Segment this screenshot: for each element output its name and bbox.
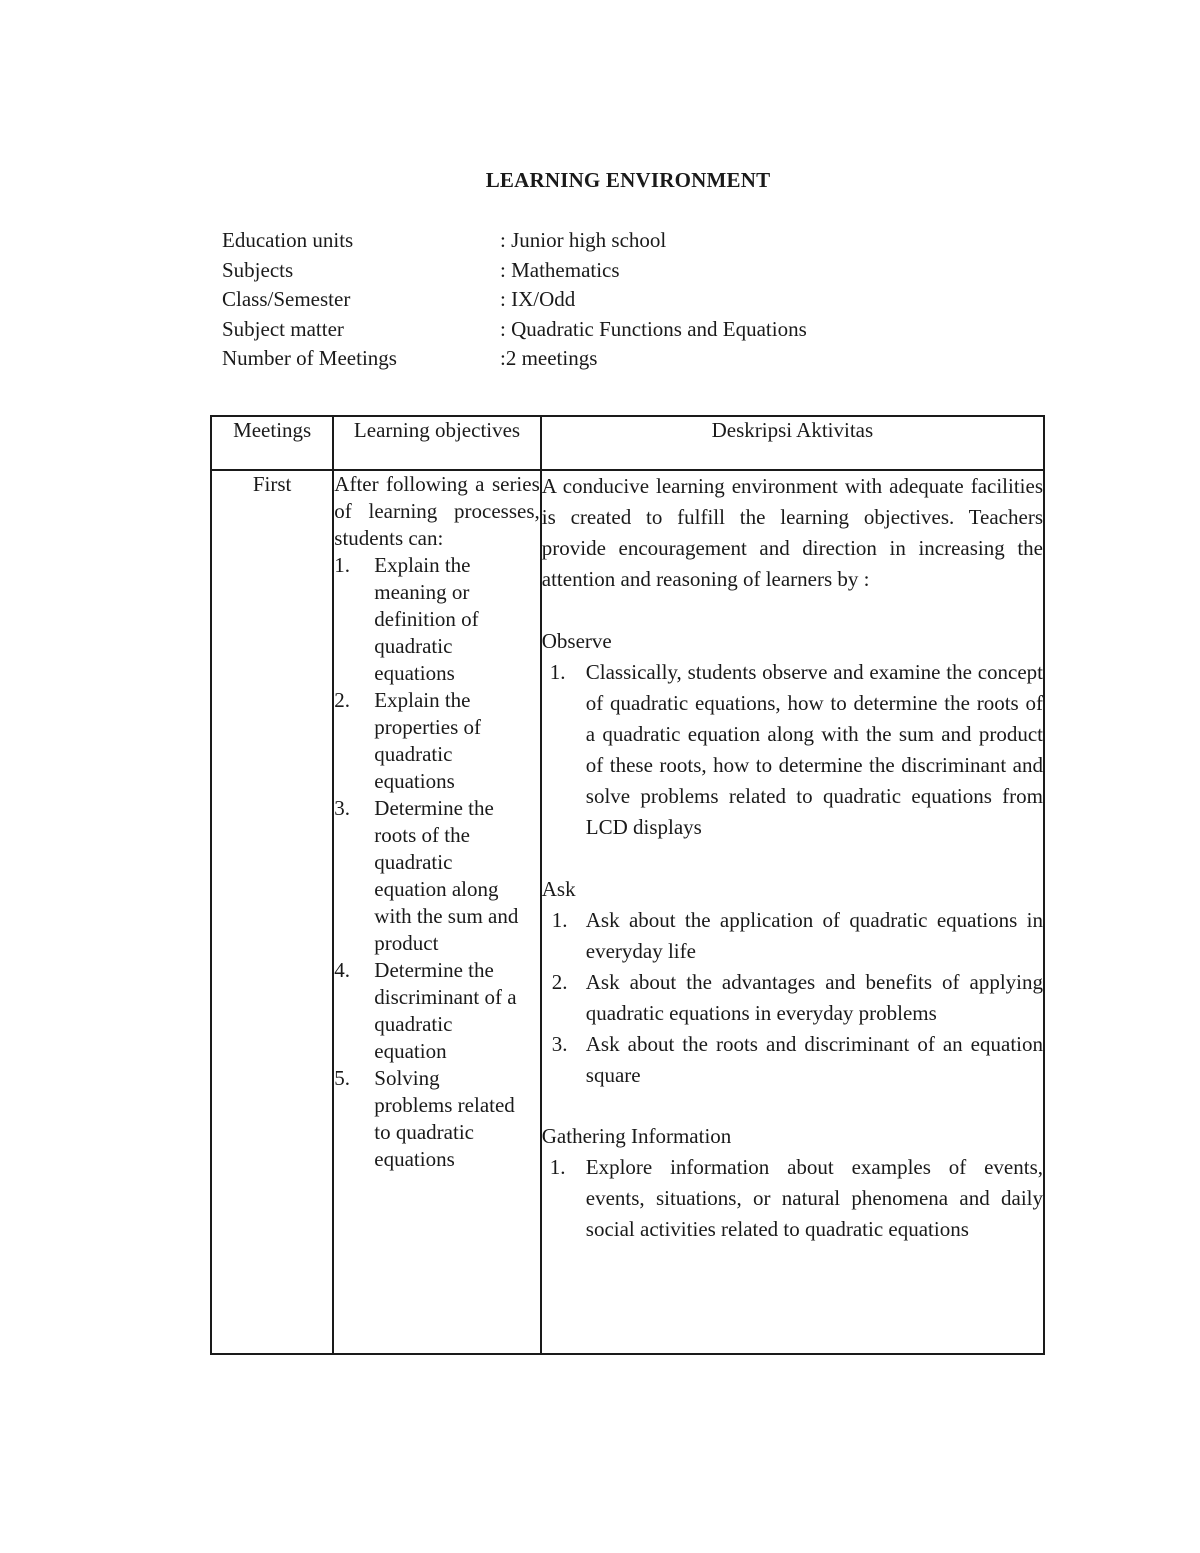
info-value: : Quadratic Functions and Equations [500, 316, 807, 341]
header-meetings: Meetings [211, 416, 333, 470]
observe-list [542, 657, 1043, 843]
info-label: Subjects [222, 257, 294, 282]
info-label: Subject matter [222, 316, 344, 341]
info-value: : Mathematics [500, 257, 620, 282]
info-value: : IX/Odd [500, 287, 576, 311]
info-row-subject-matter [222, 315, 807, 345]
list-item [542, 1029, 1043, 1091]
meeting-cell: First [211, 470, 333, 1354]
table-header-row [211, 416, 1044, 470]
info-row-subjects [222, 256, 807, 286]
header-activity-description: Deskripsi Aktivitas [541, 416, 1044, 470]
list-number: 2. [334, 688, 351, 712]
list-number: 3. [334, 796, 351, 820]
list-number: 2. [551, 970, 568, 994]
section-heading-gathering-information: Gathering Information [541, 1124, 732, 1148]
section-heading-ask: Ask [541, 877, 576, 901]
info-label: Class/Semester [222, 287, 351, 311]
document-title: LEARNING ENVIRONMENT [485, 168, 771, 192]
list-text: Ask about the advantages and benefits of applying quadratic equations in everyday problems [585, 970, 1043, 1025]
list-item [542, 657, 1043, 843]
list-text: Ask about the application of quadratic equations in everyday life [585, 908, 1043, 963]
list-item [334, 957, 539, 1065]
list-text: Explain the meaning or definition of quadratic equations [374, 553, 479, 685]
list-text: Determine the discriminant of a quadratic equation [374, 958, 517, 1063]
list-number: 1. [549, 660, 566, 684]
list-number: 1. [334, 553, 351, 577]
section-heading-observe: Observe [541, 629, 612, 653]
list-item [542, 905, 1043, 967]
activity-table [210, 415, 1045, 1355]
info-label: Number of Meetings [222, 346, 397, 370]
list-text: Explain the properties of quadratic equations [374, 688, 481, 793]
list-text: Determine the roots of the quadratic equation along with the sum and product [374, 796, 519, 955]
objectives-list [334, 552, 539, 1173]
list-text: Explore information about examples of events, events, situations, or natural phenomena and daily social activities related to quadratic equations [585, 1155, 1043, 1241]
info-block [222, 226, 807, 374]
list-item [334, 1065, 539, 1173]
list-number: 3. [551, 1032, 568, 1056]
list-text: Classically, students observe and examine the concept of quadratic equations, how to determine the roots of a quadratic equation along with the sum and product of these roots, how to determine the discriminant and solve problems related to quadratic equations from LCD displays [585, 660, 1043, 839]
list-item [334, 552, 539, 687]
list-text: Ask about the roots and discriminant of an equation square [585, 1032, 1043, 1087]
list-number: 1. [549, 1155, 566, 1179]
objectives-cell [333, 470, 540, 1354]
list-number: 4. [334, 958, 351, 982]
list-item [542, 1152, 1043, 1245]
ask-list [542, 905, 1043, 1091]
header-learning-objectives: Learning objectives [333, 416, 540, 470]
gathering-list [542, 1152, 1043, 1245]
description-cell [541, 470, 1044, 1354]
info-row-education-units [222, 226, 807, 256]
list-item [334, 687, 539, 795]
info-row-class-semester [222, 285, 807, 315]
info-value: :2 meetings [500, 346, 598, 370]
objectives-intro: After following a series of learning processes, students can: [334, 472, 540, 550]
info-row-number-of-meetings [222, 344, 807, 374]
list-item [542, 967, 1043, 1029]
info-value: : Junior high school [500, 228, 667, 252]
description-intro: A conducive learning environment with adequate facilities is created to fulfill the learning objectives. Teachers provide encouragement and direction in increasing the attention and reasoning of learners by : [541, 474, 1043, 591]
list-text: Solving problems related to quadratic equations [374, 1066, 515, 1171]
list-item [334, 795, 539, 957]
list-number: 5. [334, 1066, 351, 1090]
list-number: 1. [551, 908, 568, 932]
table-row [211, 470, 1044, 1354]
info-label: Education units [222, 228, 354, 252]
